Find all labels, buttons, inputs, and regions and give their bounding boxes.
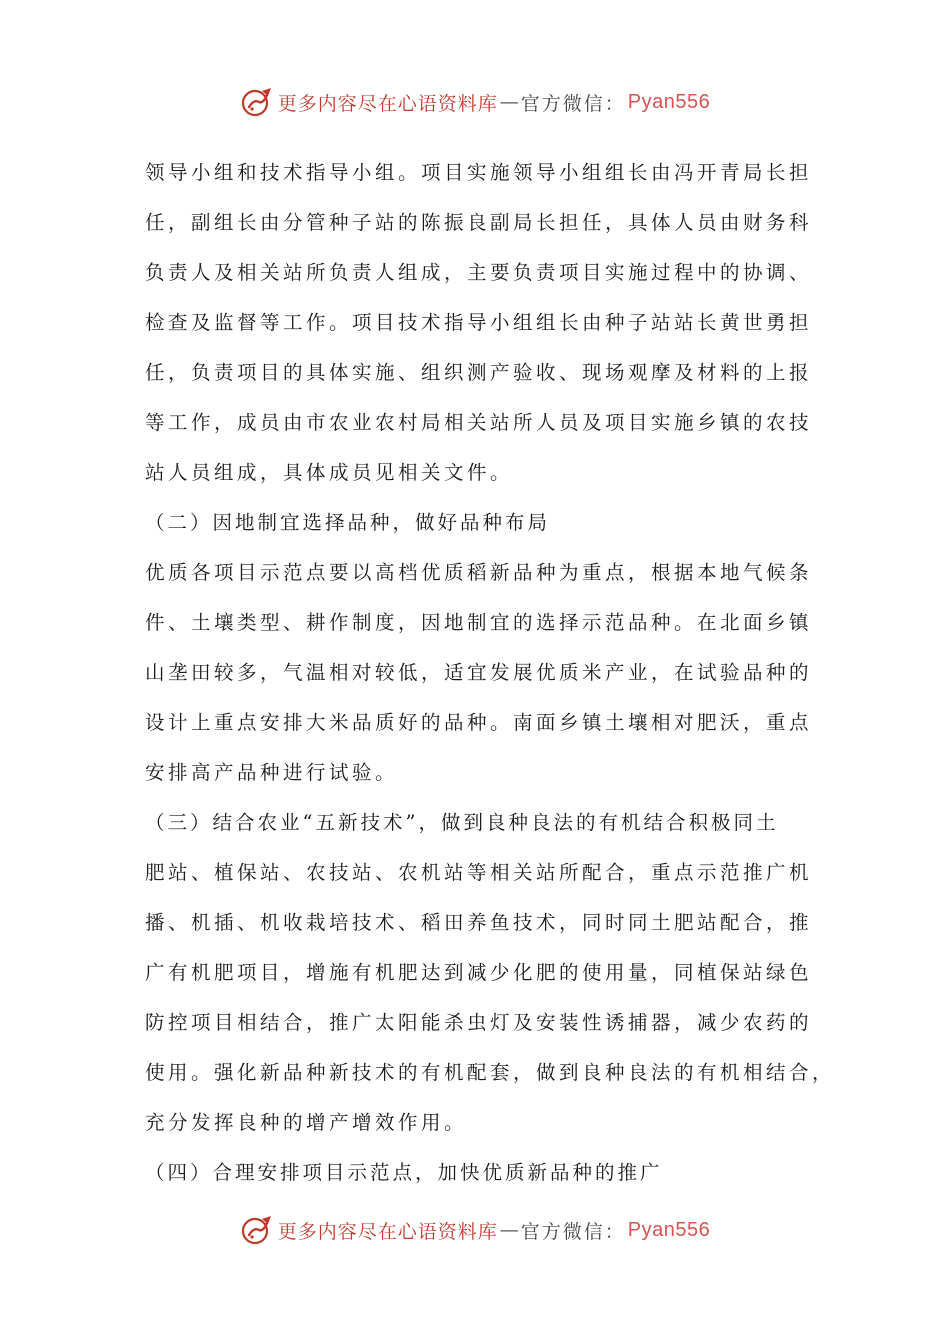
pen-seal-icon [240, 1213, 274, 1247]
body-line: 安排高产品种进行试验。 [145, 761, 399, 784]
banner-title: 更多内容尽在心语资料库 [277, 92, 498, 115]
footer-watermark-banner [0, 1210, 950, 1250]
body-line: 设计上重点安排大米品质好的品种。南面乡镇土壤相对肥沃，重点 [145, 711, 813, 734]
body-line: 优质各项目示范点要以高档优质稻新品种为重点，根据本地气候条 [145, 561, 813, 584]
body-line: 等工作，成员由市农业农村局相关站所人员及项目实施乡镇的农技 [145, 411, 813, 434]
banner-wechat-id: Pyan556 [627, 1218, 711, 1241]
banner-wechat-label: 官方微信： [520, 1220, 626, 1243]
banner-wechat-id: Pyan556 [627, 90, 711, 113]
body-line: 任，副组长由分管种子站的陈振良副局长担任，具体人员由财务科 [145, 211, 813, 234]
body-line: 领导小组和技术指导小组。项目实施领导小组组长由冯开青局长担 [145, 161, 813, 184]
header-watermark-banner [0, 82, 950, 122]
body-line: 检查及监督等工作。项目技术指导小组组长由种子站站长黄世勇担 [145, 311, 813, 334]
banner-wechat-label: 官方微信： [520, 92, 626, 115]
pen-seal-icon [240, 85, 274, 119]
body-line: 使用。强化新品种新技术的有机配套，做到良种良法的有机相结合， [145, 1061, 836, 1084]
banner-dash: — [499, 91, 519, 113]
body-line: 防控项目相结合，推广太阳能杀虫灯及安装性诱捕器，减少农药的 [145, 1011, 813, 1034]
body-line: 肥站、植保站、农技站、农机站等相关站所配合，重点示范推广机 [145, 861, 813, 884]
body-line: 充分发挥良种的增产增效作用。 [145, 1111, 468, 1134]
body-line: 任，负责项目的具体实施、组织测产验收、现场观摩及材料的上报 [145, 361, 813, 384]
body-line: 山垄田较多，气温相对较低，适宜发展优质米产业，在试验品种的 [145, 661, 813, 684]
body-line: 播、机插、机收栽培技术、稻田养鱼技术，同时同土肥站配合，推 [145, 911, 813, 934]
body-line: 广有机肥项目，增施有机肥达到减少化肥的使用量，同植保站绿色 [145, 961, 813, 984]
banner-title: 更多内容尽在心语资料库 [277, 1220, 498, 1243]
body-line: 站人员组成，具体成员见相关文件。 [145, 461, 514, 484]
body-line: 件、土壤类型、耕作制度，因地制宜的选择示范品种。在北面乡镇 [145, 611, 813, 634]
document-body [145, 148, 836, 1198]
section-heading: （三）结合农业“五新技术”，做到良种良法的有机结合积极同土 [145, 811, 779, 834]
section-heading: （四）合理安排项目示范点，加快优质新品种的推广 [145, 1161, 663, 1184]
banner-dash: — [499, 1219, 519, 1241]
body-line: 负责人及相关站所负责人组成，主要负责项目实施过程中的协调、 [145, 261, 813, 284]
section-heading: （二）因地制宜选择品种，做好品种布局 [145, 511, 551, 534]
